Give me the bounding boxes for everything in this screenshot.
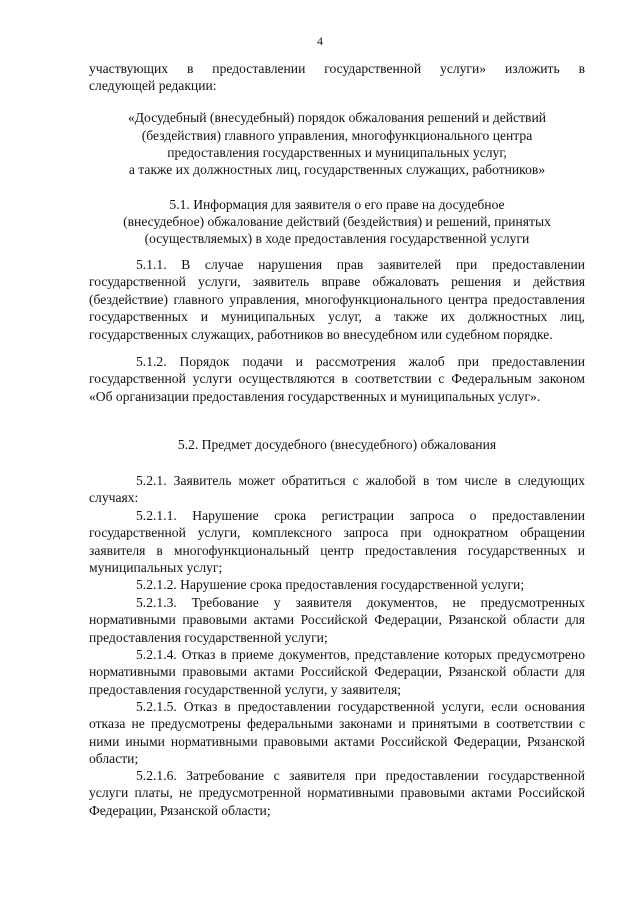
paragraph-5-2-1-3: 5.2.1.3. Требование у заявителя документов, не предусмотренных нормативными правовыми актами Российской Федерации, Рязанской области для предоставления государственной услуги; (89, 595, 585, 645)
paragraph-5-1-1: 5.1.1. В случае нарушения прав заявителей при предоставлении государственной услуги, заявитель вправе обжаловать решения и действия (бездействие) главного управления, многофункционального центра предоставления государственных и муниципальных услуг, а также их должностных лиц, государственных служащих, работников во внесудебном или судебном порядке. (89, 257, 585, 342)
paragraph-5-1-2: 5.1.2. Порядок подачи и рассмотрения жалоб при предоставлении государственной услуги осуществляются в соответствии с Федеральным законом «Об организации предоставления государственных и муниципальных услуг». (89, 354, 585, 404)
page-number: 4 (317, 34, 323, 48)
paragraph-5-2-1-4: 5.2.1.4. Отказ в приеме документов, представление которых предусмотрено нормативными правовыми актами Российской Федерации, Рязанской области для предоставления государственной услуги, у заявителя; (89, 647, 585, 697)
paragraph-5-2-1-6: 5.2.1.6. Затребование с заявителя при предоставлении государственной услуги платы, не предусмотренной нормативными правовыми актами Российской Федерации, Рязанской области; (89, 768, 585, 818)
subsection-5-2-title: 5.2. Предмет досудебного (внесудебного) обжалования (177, 437, 497, 452)
intro-line-2: следующей редакции: (89, 78, 217, 93)
paragraph-5-2-1-1: 5.2.1.1. Нарушение срока регистрации запроса о предоставлении государственной услуги, комплексного запроса при однократном обращении заявителя в многофункциональный центр предоставления государственных и муниципальных услуг; (89, 508, 585, 576)
paragraph-5-2-1: 5.2.1. Заявитель может обратиться с жалобой в том числе в следующих случаях: (89, 473, 585, 506)
paragraph-5-2-1-5: 5.2.1.5. Отказ в предоставлении государственной услуги, если основания отказа не предусмотрены федеральными законами и принятыми в соответствии с ними иными нормативными правовыми актами Российской Федерации, Рязанской области; (89, 699, 585, 767)
intro-line-1: участвующих в предоставлении государственной услуги» изложить в (89, 61, 585, 76)
paragraph-5-2-1-2: 5.2.1.2. Нарушение срока предоставления государственной услуги; (136, 577, 525, 592)
